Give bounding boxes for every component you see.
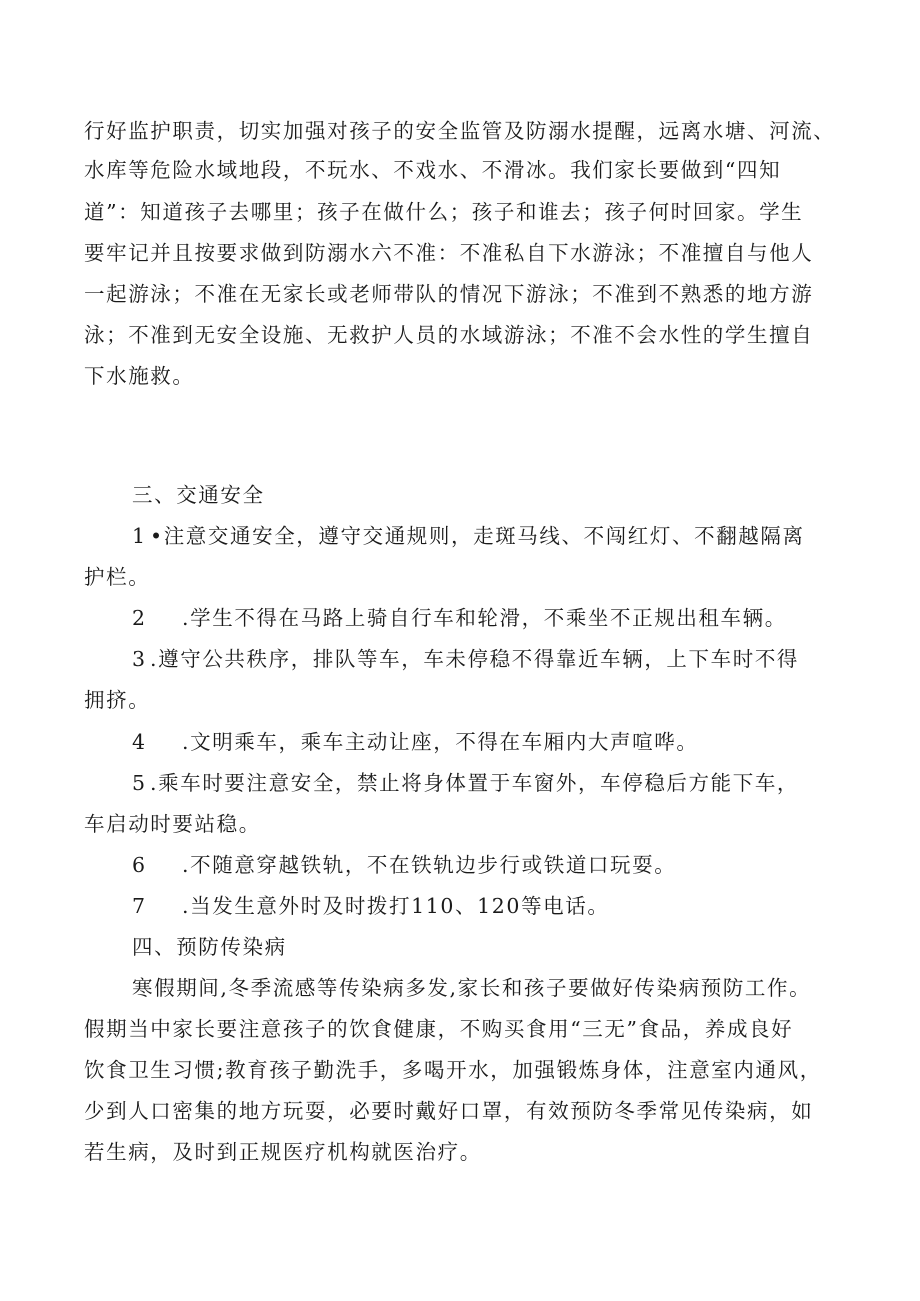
traffic-item-4 (132, 728, 698, 756)
water-line-6: 泳；不准到无安全设施、无救护人员的水域游泳；不准不会水性的学生擅自 (84, 323, 814, 347)
item-number: 6 (132, 853, 147, 877)
traffic-item-3-continued: 拥挤。 (84, 688, 151, 712)
traffic-item-6 (132, 851, 676, 879)
item-text: .不随意穿越铁轨，不在铁轨边步行或铁道口玩耍。 (182, 853, 677, 877)
traffic-item-1 (132, 522, 805, 550)
traffic-item-5 (132, 769, 799, 797)
item-text: •注意交通安全，遵守交通规则，走斑马线、不闯红灯、不翻越隔离 (150, 524, 805, 548)
traffic-item-5-continued: 车启动时要站稳。 (84, 812, 261, 836)
item-number: 2 (132, 606, 147, 630)
disease-line-4: 少到人口密集的地方玩耍，必要时戴好口罩，有效预防冬季常见传染病，如 (84, 1099, 814, 1123)
item-text: .乘车时要注意安全，禁止将身体置于车窗外，车停稳后方能下车， (150, 771, 800, 795)
traffic-item-3 (132, 645, 799, 673)
item-text: .文明乘车，乘车主动让座，不得在车厢内大声喧哗。 (182, 730, 699, 754)
item-number: 1 (132, 524, 147, 548)
disease-line-5: 若生病，及时到正规医疗机构就医治疗。 (84, 1140, 482, 1164)
item-number: 5 (132, 771, 147, 795)
item-number: 7 (132, 894, 147, 918)
item-text: .当发生意外时及时拨打110、120等电话。 (182, 894, 610, 918)
item-number: 4 (132, 730, 147, 754)
item-text: .遵守公共秩序，排队等车，车未停稳不得靠近车辆，上下车时不得 (150, 647, 800, 671)
traffic-item-1-continued: 护栏。 (84, 565, 151, 589)
item-number: 3 (132, 647, 147, 671)
water-line-5: 一起游泳；不准在无家长或老师带队的情况下游泳；不准到不熟悉的地方游 (84, 282, 814, 306)
section-heading-traffic: 三、交通安全 (132, 483, 265, 507)
disease-line-1: 寒假期间,冬季流感等传染病多发,家长和孩子要做好传染病预防工作。 (132, 976, 812, 1000)
disease-line-2: 假期当中家长要注意孩子的饮食健康，不购买食用“三无”食品，养成良好 (84, 1017, 794, 1041)
water-line-1: 行好监护职责，切实加强对孩子的安全监管及防溺水提醒，远离水塘、河流、 (84, 119, 836, 143)
item-text: .学生不得在马路上骑自行车和轮滑，不乘坐不正规出租车辆。 (182, 606, 787, 630)
disease-line-3: 饮食卫生习惯;教育孩子勤洗手，多喝开水，加强锻炼身体，注意室内通风， (84, 1058, 822, 1082)
water-line-7: 下水施救。 (84, 364, 195, 388)
section-heading-disease: 四、预防传染病 (132, 935, 287, 959)
traffic-item-2 (132, 604, 787, 632)
water-line-4: 要牢记并且按要求做到防溺水六不准：不准私自下水游泳；不准擅自与他人 (84, 241, 814, 265)
water-line-2: 水库等危险水域地段，不玩水、不戏水、不滑冰。我们家长要做到“四知 (84, 158, 782, 182)
water-line-3: 道”：知道孩子去哪里；孩子在做什么；孩子和谁去；孩子何时回家。学生 (84, 200, 804, 224)
traffic-item-7 (132, 892, 609, 920)
